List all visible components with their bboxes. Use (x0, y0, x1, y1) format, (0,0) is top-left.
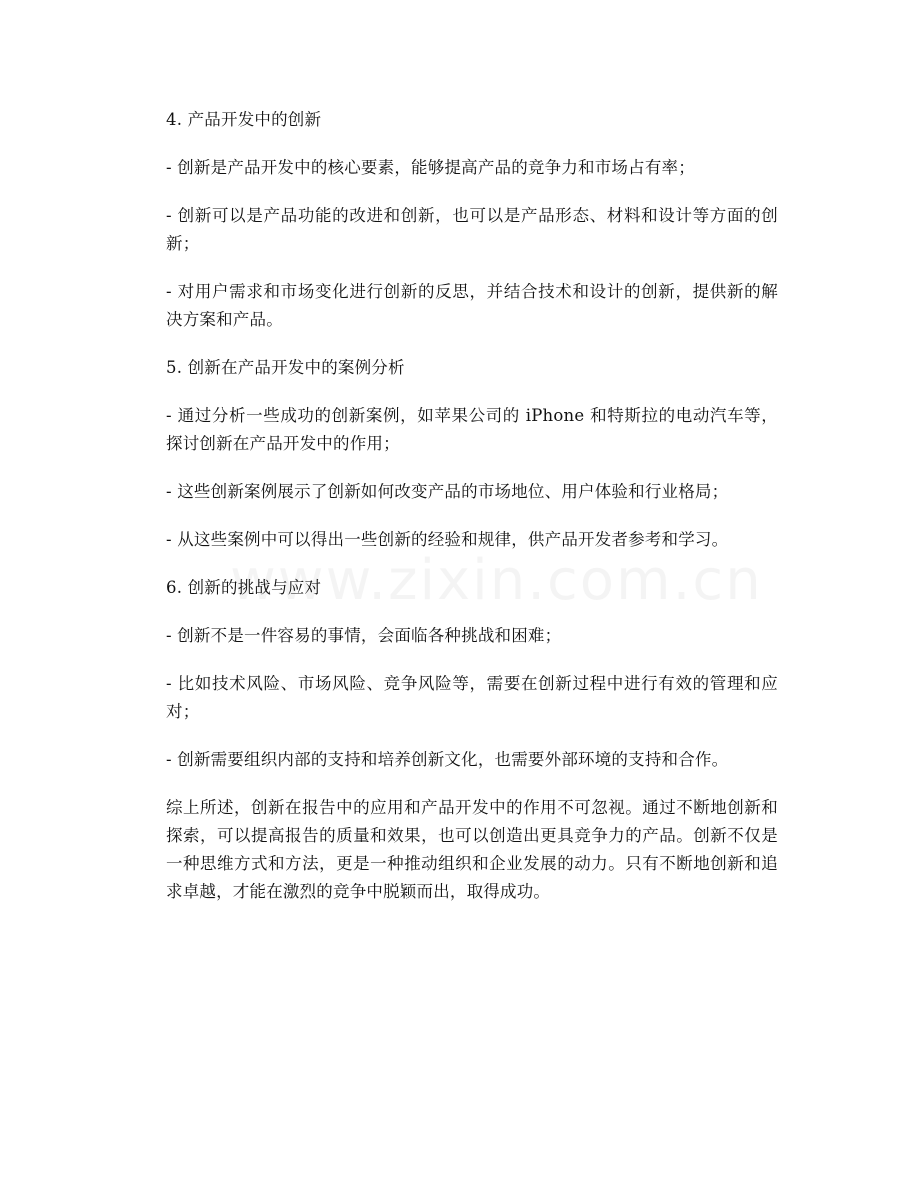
section-heading-5: 5. 创新在产品开发中的案例分析 (166, 358, 405, 377)
section-heading-6: 6. 创新的挑战与应对 (166, 578, 322, 597)
bullet-paragraph: - 比如技术风险、市场风险、竞争风险等，需要在创新过程中进行有效的管理和应对； (166, 674, 778, 721)
bullet-paragraph: - 对用户需求和市场变化进行创新的反思，并结合技术和设计的创新，提供新的解决方案和产品。 (166, 282, 778, 329)
bullet-paragraph: - 通过分析一些成功的创新案例，如苹果公司的 iPhone 和特斯拉的电动汽车等，探讨创新在产品开发中的作用； (166, 406, 778, 453)
bullet-paragraph: - 创新可以是产品功能的改进和创新，也可以是产品形态、材料和设计等方面的创新； (166, 206, 778, 253)
bullet-paragraph: - 从这些案例中可以得出一些创新的经验和规律，供产品开发者参考和学习。 (166, 530, 729, 549)
bullet-paragraph: - 创新不是一件容易的事情，会面临各种挑战和困难； (166, 626, 562, 645)
bullet-paragraph: - 这些创新案例展示了创新如何改变产品的市场地位、用户体验和行业格局； (166, 482, 729, 501)
document-body (166, 106, 778, 926)
bullet-paragraph: - 创新是产品开发中的核心要素，能够提高产品的竞争力和市场占有率； (166, 158, 695, 177)
summary-paragraph: 综上所述，创新在报告中的应用和产品开发中的作用不可忽视。通过不断地创新和探索，可以提高报告的质量和效果，也可以创造出更具竞争力的产品。创新不仅是一种思维方式和方法，更是一种推动组织和企业发展的动力。只有不断地创新和追求卓越，才能在激烈的竞争中脱颖而出，取得成功。 (166, 798, 778, 901)
section-heading-4: 4. 产品开发中的创新 (166, 110, 322, 129)
bullet-paragraph: - 创新需要组织内部的支持和培养创新文化，也需要外部环境的支持和合作。 (166, 750, 729, 769)
